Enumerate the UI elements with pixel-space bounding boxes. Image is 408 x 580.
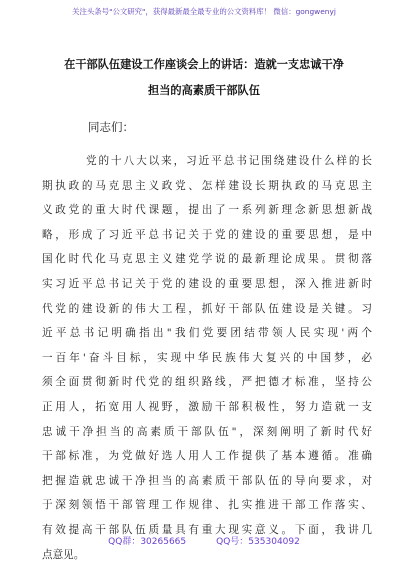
body-line: 须全面贯彻新时代党的组织路线，严把德才标准，坚持公: [42, 376, 372, 389]
body-line: 把握造就忠诚干净担当的高素质干部队伍的导向要求，对: [42, 474, 372, 487]
top-banner: 关注头条号"公文研究"，获得最新最全最专业的公文资料库！ 微信：gongwenyj: [72, 7, 336, 16]
body-line: 义政党的重大时代课题，提出了一系列新理念新思想新战: [42, 204, 372, 217]
footer-qq-group: QQ群：30265665: [108, 537, 187, 547]
body-line: 一百年'奋斗目标，实现中华民族伟大复兴的中国梦，必: [42, 351, 372, 364]
body-line: 国化时代化马克思主义建党学说的最新理论成果。贯彻落: [42, 253, 372, 266]
body-line: 实习近平总书记关于党的建设的重要思想，深入推进新时: [42, 277, 372, 290]
body-line: 期执政的马克思主义政党、怎样建设长期执政的马克思主: [42, 179, 372, 192]
body-line: 党的十八大以来，习近平总书记围绕建设什么样的长: [86, 155, 372, 167]
greeting: 同志们：: [88, 120, 134, 134]
body-line: 略，形成了习近平总书记关于党的建设的重要思想，是中: [42, 228, 372, 241]
body-line: 有效提高干部队伍质量具有重大现实意义。下面，我讲几: [42, 523, 372, 536]
document-title: [40, 52, 368, 104]
title-line-2: 担当的高素质干部队伍: [148, 84, 260, 97]
body-line: 干部标准，为党做好选人用人工作提供了基本遵循。准确: [42, 450, 372, 463]
footer-qq: QQ号：535304092: [216, 537, 300, 547]
title-line-1: 在干部队伍建设工作座谈会上的讲话：造就一支忠诚干净: [64, 58, 344, 71]
footer-contact: [0, 534, 408, 547]
body-line: 代党的建设新的伟大工程，抓好干部队伍建设是关键。习: [42, 302, 372, 315]
body-line: 于深刻领悟干部管理工作规律、扎实推进干部工作落实、: [42, 499, 372, 512]
body-line: 忠诚干净担当的高素质干部队伍"，深刻阐明了新时代好: [42, 425, 372, 438]
body-paragraph: [42, 149, 372, 567]
body-line: 点意见。: [42, 548, 85, 561]
body-line: 近平总书记明确指出"我们党要团结带领人民实现'两个: [42, 327, 372, 340]
body-line: 正用人，拓宽用人视野，激励干部积极性，努力造就一支: [42, 400, 372, 413]
